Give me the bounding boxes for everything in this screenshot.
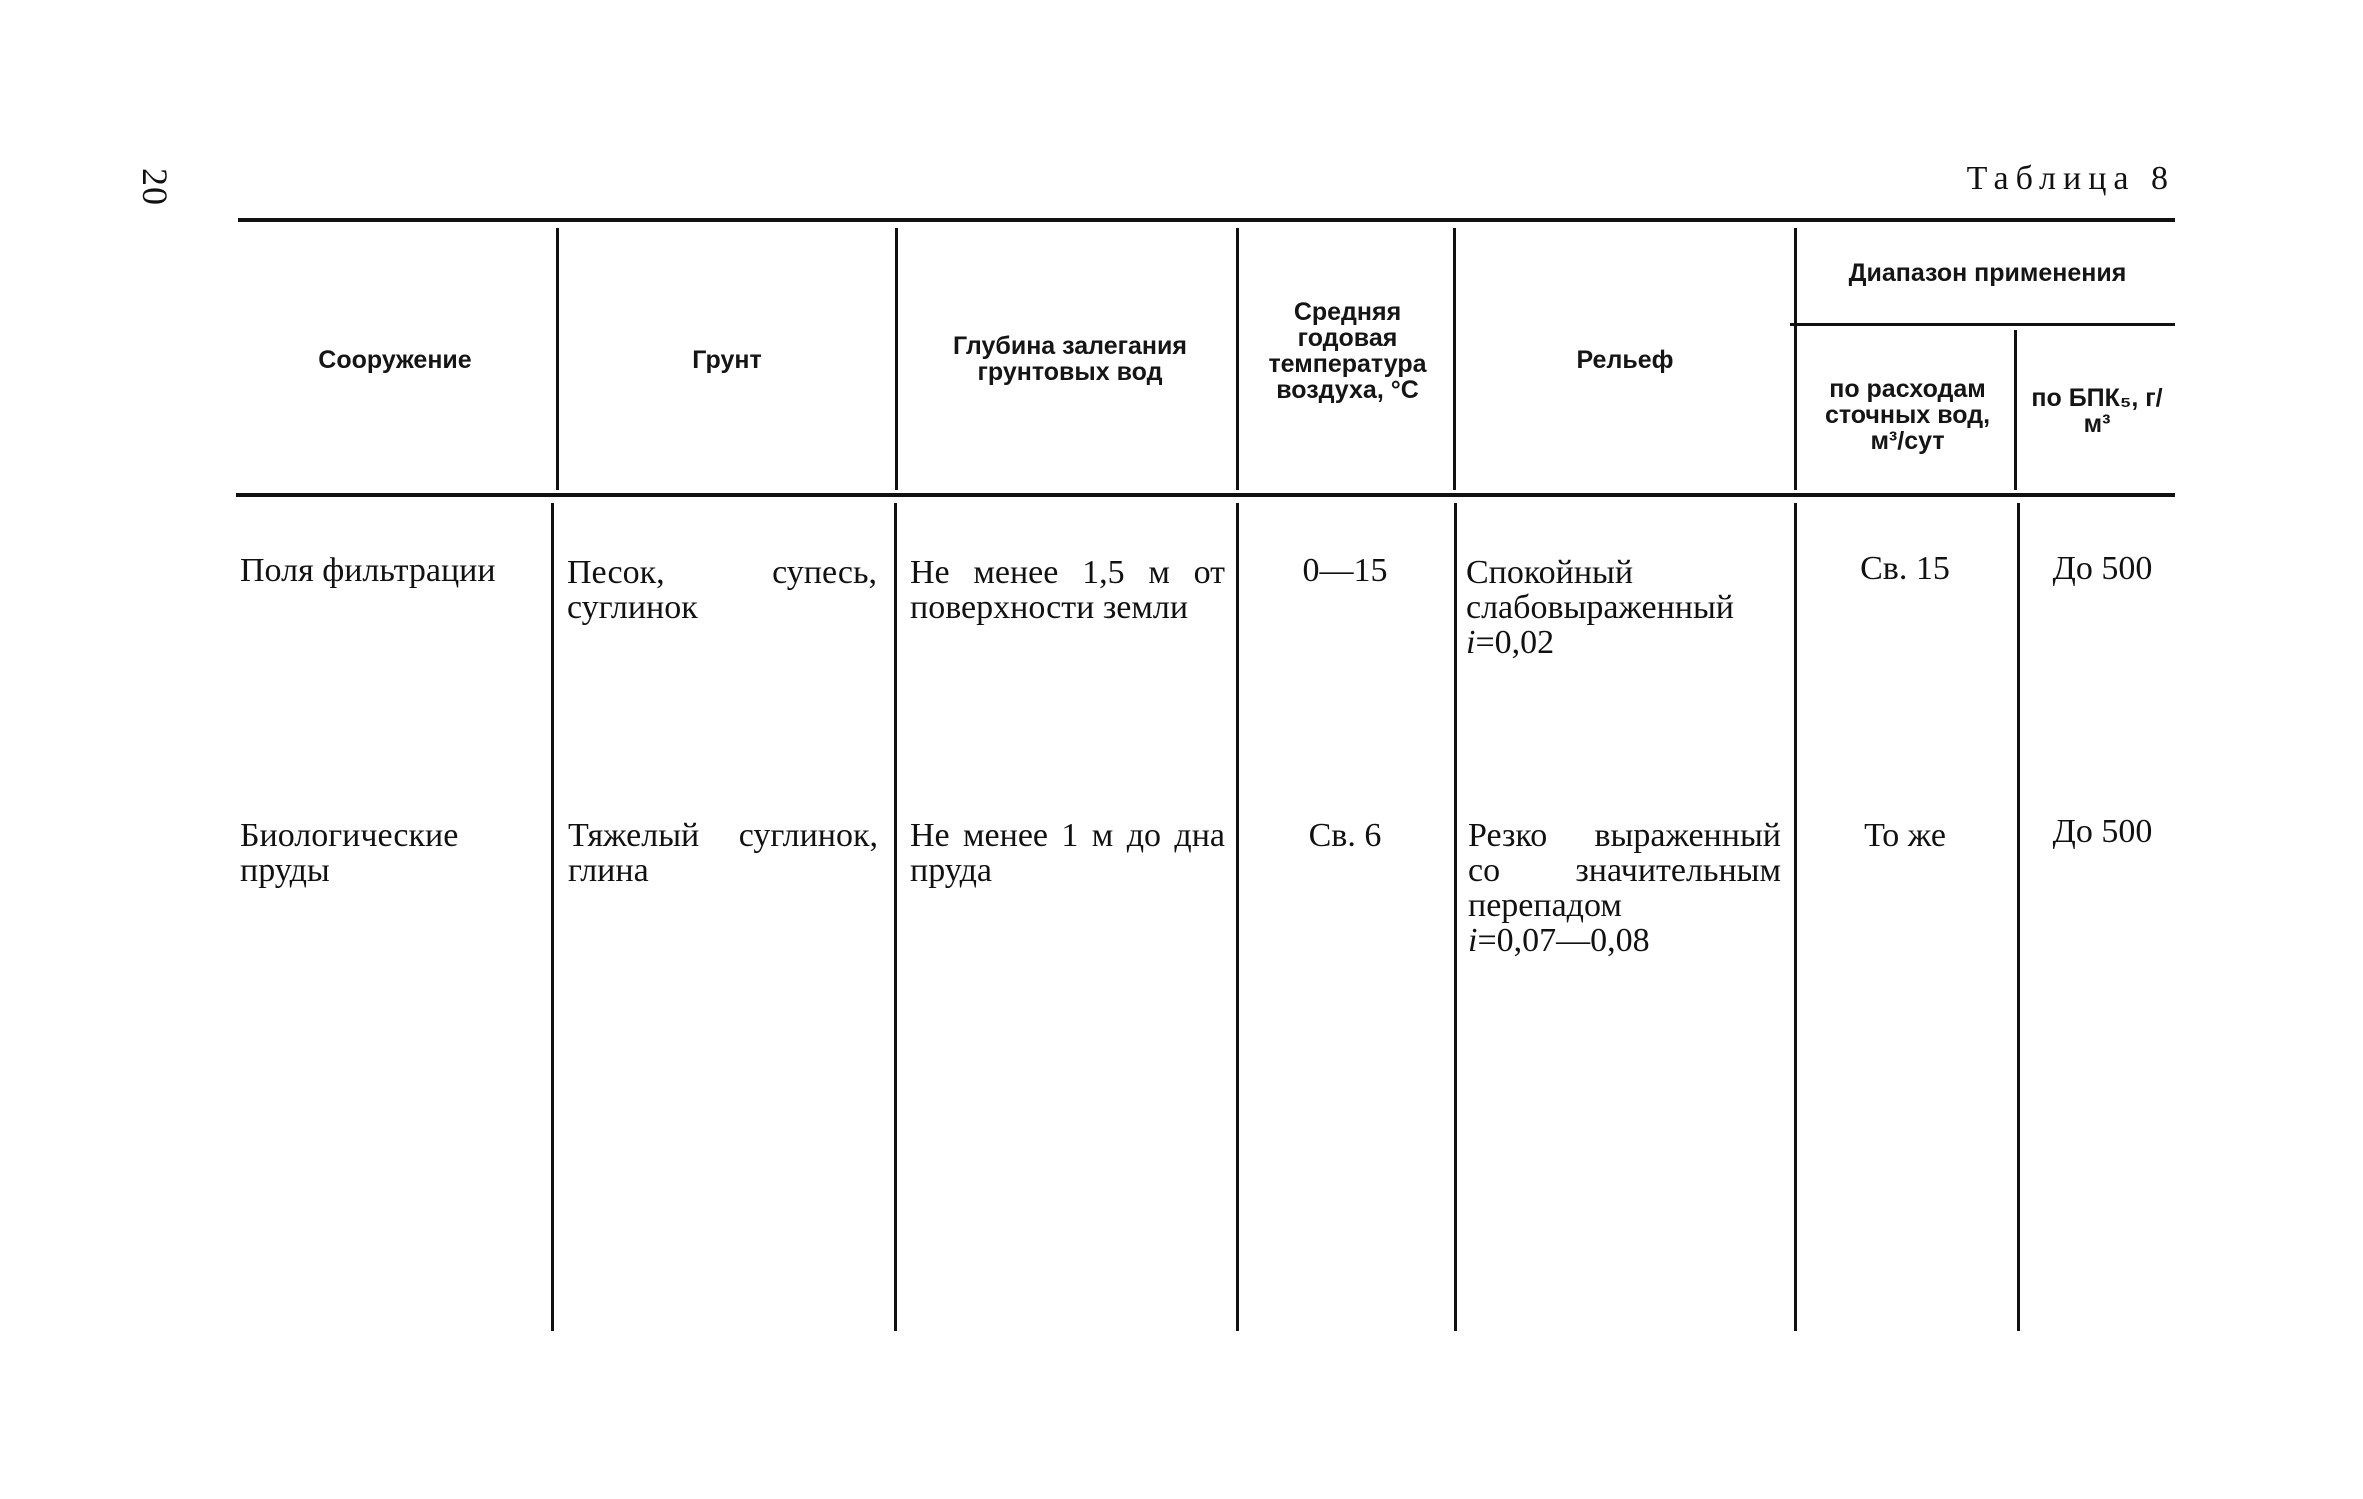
header-soil: Грунт [692, 346, 762, 374]
col-divider-6-body [2017, 503, 2020, 1331]
row-1-soil: Песок, супесь, суглинок [567, 554, 877, 626]
row-1-structure: Поля фильтрации [240, 552, 496, 589]
row-2-relief [1468, 818, 1781, 958]
row-1-relief-slope-value: =0,02 [1475, 624, 1555, 661]
row-1-temperature: 0—15 [1302, 552, 1388, 589]
col-divider-6-head [2014, 330, 2017, 490]
col-divider-1-head [556, 228, 559, 490]
header-application-range: Диапазон применения [1848, 259, 2127, 287]
header-temperature: Средняя годовая температура воздуха, °С [1268, 298, 1427, 404]
header-bod: по БПК₅, г/м³ [2031, 384, 2163, 438]
page-number: 20 [135, 168, 175, 206]
col-divider-2-body [894, 503, 897, 1331]
col-divider-3-head [1236, 228, 1239, 490]
col-divider-4-body [1454, 503, 1457, 1331]
header-relief: Рельеф [1576, 346, 1674, 374]
header-group-rule [1790, 323, 2175, 326]
row-1-groundwater-depth: Не менее 1,5 м от поверхности земли [910, 554, 1225, 626]
row-1-bod: До 500 [2052, 550, 2153, 587]
row-2-structure: Биологические пруды [240, 817, 459, 889]
row-2-relief-text: Резко выраженный со значительным перепадом [1468, 817, 1781, 924]
header-flow: по расходам сточных вод, м³/сут [1824, 375, 1991, 455]
row-2-soil: Тяжелый суглинок, глина [568, 817, 878, 889]
col-divider-2-head [895, 228, 898, 490]
col-divider-4-head [1453, 228, 1456, 490]
header-bottom-rule [236, 493, 2175, 497]
row-1-relief-slope-symbol: i [1466, 624, 1476, 661]
header-structure: Сооружение [318, 346, 472, 374]
row-2-temperature: Св. 6 [1308, 817, 1382, 854]
row-2-bod: До 500 [2052, 813, 2153, 850]
row-2-relief-slope-symbol: i [1468, 922, 1478, 959]
col-divider-5-body [1794, 503, 1797, 1331]
table-title: Таблица 8 [1966, 160, 2175, 197]
col-divider-3-body [1236, 503, 1239, 1331]
header-groundwater-depth: Глубина залегания грунтовых вод [953, 332, 1187, 386]
row-1-relief-text: Спокойный слабовыраженный [1466, 554, 1734, 626]
table-top-rule [238, 218, 2175, 222]
col-divider-5-head [1794, 228, 1797, 490]
row-2-relief-slope-value: =0,07—0,08 [1477, 922, 1650, 959]
row-2-flow: То же [1864, 817, 1946, 854]
row-2-groundwater-depth: Не менее 1 м до дна пруда [910, 817, 1225, 889]
row-1-flow: Св. 15 [1860, 550, 1950, 587]
col-divider-1-body [551, 503, 554, 1331]
row-1-relief [1466, 555, 1781, 660]
